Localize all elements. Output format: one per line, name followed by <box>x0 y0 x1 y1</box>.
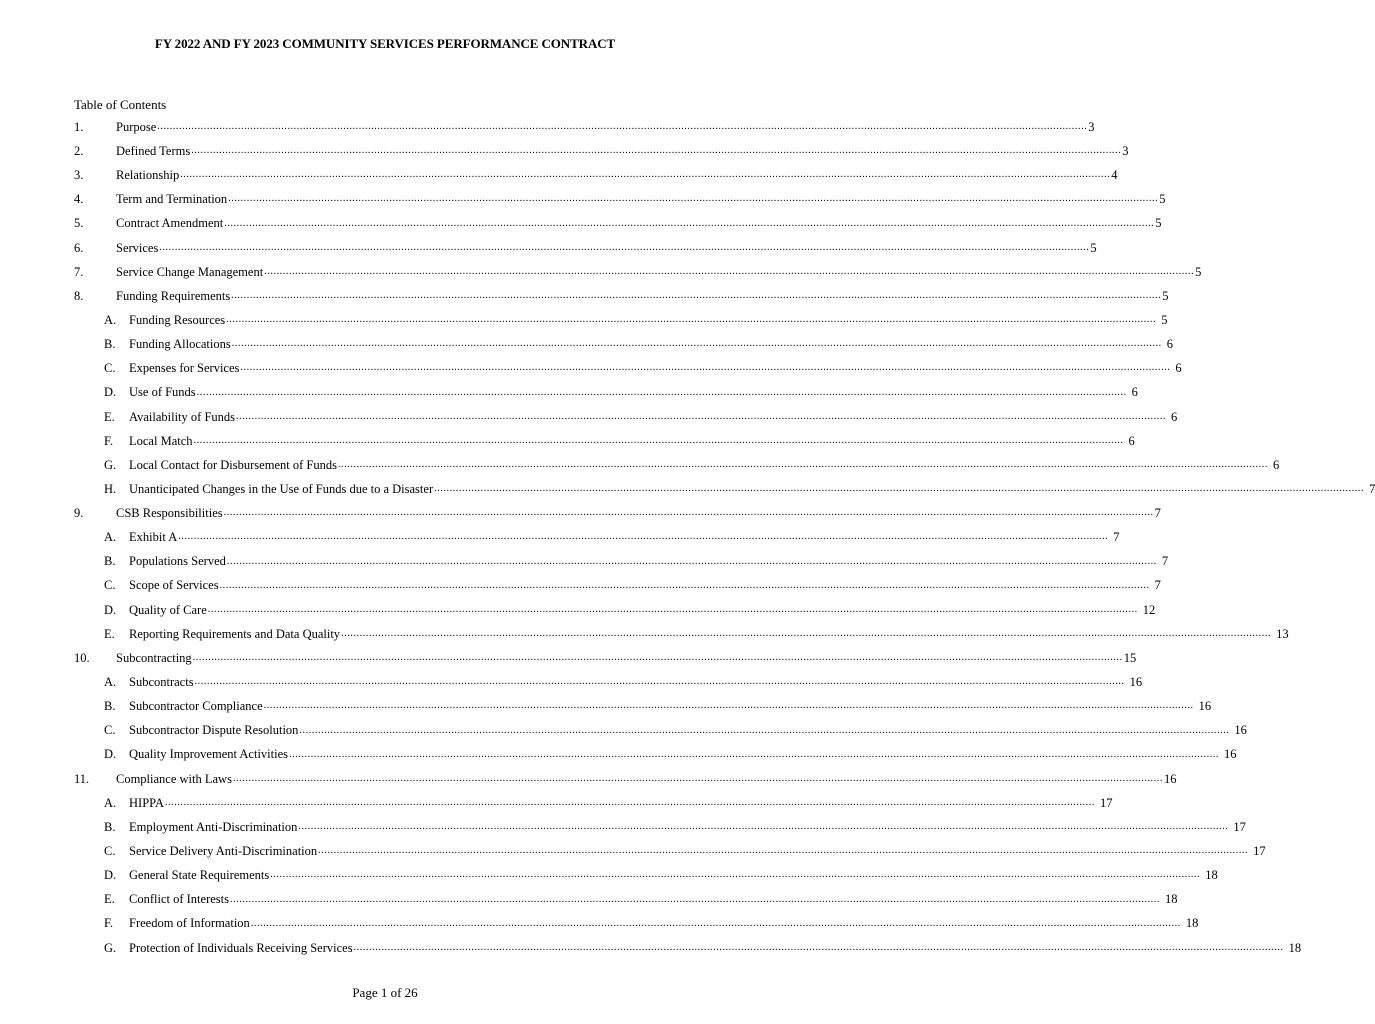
toc-dot-leader: ............................................................................................................................................................................................................................................................................................................ <box>219 579 1150 591</box>
toc-entry-label: Term and Termination <box>116 192 228 207</box>
toc-entry[interactable] <box>74 525 1120 549</box>
toc-entry[interactable] <box>74 477 1375 501</box>
toc-entry-page: 17 <box>1099 795 1113 810</box>
toc-entry[interactable] <box>74 574 1161 598</box>
toc-entry-label: CSB Responsibilities <box>116 506 223 521</box>
toc-dot-leader: ............................................................................................................................................................................................................................................................................................................ <box>318 845 1249 857</box>
toc-entry-number: B. <box>104 337 116 352</box>
toc-entry-label: HIPPA <box>129 795 164 810</box>
toc-entry-number: A. <box>104 312 117 327</box>
toc-entry-label: Funding Requirements <box>116 288 231 303</box>
toc-entry-label: Compliance with Laws <box>116 771 232 786</box>
toc-dot-leader: ............................................................................................................................................................................................................................................................................................................ <box>289 748 1219 760</box>
toc-entry-number: H. <box>104 481 117 496</box>
toc-entry-number: D. <box>104 385 117 400</box>
toc-entry-label: Availability of Funds <box>129 409 236 424</box>
toc-entry[interactable] <box>74 815 1246 839</box>
toc-dot-leader: ............................................................................................................................................................................................................................................................................................................ <box>236 410 1167 422</box>
toc-entry-number: C. <box>104 361 116 376</box>
toc-entry[interactable] <box>74 598 1156 622</box>
toc-entry[interactable] <box>74 912 1199 936</box>
toc-dot-leader: ............................................................................................................................................................................................................................................................................................................ <box>196 386 1127 398</box>
toc-dot-leader: ............................................................................................................................................................................................................................................................................................................ <box>231 338 1162 350</box>
toc-entry-number: A. <box>104 530 117 545</box>
toc-entry[interactable] <box>74 260 1202 284</box>
toc-entry-page: 4 <box>1111 168 1118 183</box>
toc-entry-label: Use of Funds <box>129 385 196 400</box>
toc-entry[interactable] <box>74 622 1289 646</box>
toc-entry-label: Local Match <box>129 433 193 448</box>
toc-dot-leader: ............................................................................................................................................................................................................................................................................................................ <box>223 507 1154 519</box>
toc-entry-page: 7 <box>1154 578 1161 593</box>
toc-entry-label: Exhibit A <box>129 530 178 545</box>
toc-entry-label: Service Delivery Anti-Discrimination <box>129 844 318 859</box>
toc-entry[interactable] <box>74 694 1212 718</box>
toc-entry-number: 7. <box>74 264 84 279</box>
toc-entry-label: Funding Allocations <box>129 337 231 352</box>
toc-entry[interactable] <box>74 212 1162 236</box>
toc-entry-page: 18 <box>1205 868 1218 883</box>
toc-entry-label: Purpose <box>116 119 157 134</box>
document-title: FY 2022 AND FY 2023 COMMUNITY SERVICES PERFORMANCE CONTRACT <box>154 36 616 51</box>
toc-entry-page: 6 <box>1131 385 1138 400</box>
toc-entry-number: 2. <box>74 143 84 158</box>
toc-entry-label: Scope of Services <box>129 578 219 593</box>
toc-entry-number: G. <box>104 457 117 472</box>
toc-entry-number: C. <box>104 578 116 593</box>
page-footer: Page 1 of 26 <box>352 985 418 1000</box>
toc-entry-page: 16 <box>1198 699 1212 714</box>
toc-dot-leader: ............................................................................................................................................................................................................................................................................................................ <box>250 917 1181 929</box>
toc-dot-leader: ............................................................................................................................................................................................................................................................................................................ <box>299 724 1230 736</box>
toc-dot-leader: ............................................................................................................................................................................................................................................................................................................ <box>157 121 1088 133</box>
toc-entry-page: 7 <box>1154 506 1161 521</box>
toc-entry-page: 5 <box>1159 192 1166 207</box>
toc-entry[interactable] <box>74 284 1169 308</box>
toc-heading: Table of Contents <box>74 97 167 112</box>
toc-dot-leader: ............................................................................................................................................................................................................................................................................................................ <box>194 676 1125 688</box>
toc-entry-page: 6 <box>1175 361 1182 376</box>
toc-entry[interactable] <box>74 308 1168 332</box>
toc-entry-page: 16 <box>1224 747 1237 762</box>
toc-entry[interactable] <box>74 670 1143 694</box>
toc-entry-label: Subcontractor Compliance <box>129 699 263 714</box>
toc-entry[interactable] <box>74 767 1177 791</box>
toc-entry-page: 3 <box>1122 143 1129 158</box>
toc-entry-page: 6 <box>1166 337 1173 352</box>
toc-entry-page: 13 <box>1276 626 1289 641</box>
toc-entry-page: 15 <box>1123 650 1137 665</box>
toc-entry-label: Unanticipated Changes in the Use of Funds due to a Disaster <box>129 481 434 496</box>
toc-entry-number: E. <box>104 409 115 424</box>
toc-entry[interactable] <box>74 863 1218 887</box>
toc-entry-label: Subcontracting <box>116 650 192 665</box>
toc-dot-leader: ............................................................................................................................................................................................................................................................................................................ <box>159 241 1090 253</box>
toc-entry-number: A. <box>104 675 117 690</box>
toc-entry-number: B. <box>104 699 116 714</box>
toc-entry[interactable] <box>74 743 1237 767</box>
toc-entry[interactable] <box>74 187 1166 211</box>
toc-entry[interactable] <box>74 791 1113 815</box>
toc-entry-page: 12 <box>1142 602 1156 617</box>
toc-dot-leader: ............................................................................................................................................................................................................................................................................................................ <box>263 700 1194 712</box>
toc-entry-label: Service Change Management <box>116 264 264 279</box>
toc-entry-number: F. <box>104 916 114 931</box>
toc-entry-label: Freedom of Information <box>129 916 250 931</box>
toc-entry-page: 5 <box>1195 264 1202 279</box>
toc-dot-leader: ............................................................................................................................................................................................................................................................................................................ <box>232 772 1163 784</box>
toc-dot-leader: ............................................................................................................................................................................................................................................................................................................ <box>192 652 1123 664</box>
toc-dot-leader: ............................................................................................................................................................................................................................................................................................................ <box>226 314 1157 326</box>
toc-entry-page: 7 <box>1161 554 1169 569</box>
toc-entry-page: 5 <box>1162 288 1169 303</box>
toc-entry-label: Defined Terms <box>116 143 191 158</box>
toc-dot-leader: ............................................................................................................................................................................................................................................................................................................ <box>164 797 1095 808</box>
toc-entry-number: 6. <box>74 240 84 255</box>
toc-dot-leader: ............................................................................................................................................................................................................................................................................................................ <box>180 169 1111 181</box>
toc-entry-label: Protection of Individuals Receiving Services <box>129 940 353 955</box>
toc-dot-leader: ............................................................................................................................................................................................................................................................................................................ <box>298 821 1229 833</box>
toc-entry-number: 3. <box>74 168 84 183</box>
toc-entry-number: 5. <box>74 216 84 231</box>
toc-dot-leader: ............................................................................................................................................................................................................................................................................................................ <box>231 290 1162 302</box>
toc-entry-label: Relationship <box>116 168 180 183</box>
toc-entry-number: 1. <box>74 119 84 134</box>
toc-entry-number: B. <box>104 554 116 569</box>
toc-entry-number: G. <box>104 940 117 955</box>
toc-entry-number: 9. <box>74 506 84 521</box>
toc-dot-leader: ............................................................................................................................................................................................................................................................................................................ <box>191 145 1122 157</box>
toc-entry-number: A. <box>104 795 117 810</box>
toc-entry-label: Contract Amendment <box>116 216 224 231</box>
toc-entry-number: C. <box>104 844 116 859</box>
toc-entry-number: F. <box>104 433 114 448</box>
toc-dot-leader: ............................................................................................................................................................................................................................................................................................................ <box>228 193 1159 205</box>
toc-entry[interactable] <box>74 236 1097 260</box>
toc-entry-label: Conflict of Interests <box>129 892 229 907</box>
toc-entry-label: Expenses for Services <box>129 361 240 376</box>
toc-entry-number: C. <box>104 723 116 738</box>
toc-entry[interactable] <box>74 405 1178 429</box>
toc-dot-leader: ............................................................................................................................................................................................................................................................................................................ <box>353 941 1284 953</box>
toc-entry[interactable] <box>74 381 1138 405</box>
toc-entry[interactable] <box>74 646 1137 670</box>
toc-dot-leader: ............................................................................................................................................................................................................................................................................................................ <box>207 603 1138 615</box>
toc-dot-leader: ............................................................................................................................................................................................................................................................................................................ <box>264 265 1195 277</box>
toc-entry[interactable] <box>74 332 1173 356</box>
toc-entry-label: Services <box>116 240 159 255</box>
toc-entry-page: 18 <box>1164 892 1178 907</box>
toc-entry[interactable] <box>74 550 1169 574</box>
toc-entry[interactable] <box>74 115 1095 139</box>
toc-dot-leader: ............................................................................................................................................................................................................................................................................................................ <box>341 628 1272 640</box>
toc-dot-leader: ............................................................................................................................................................................................................................................................................................................ <box>226 555 1157 567</box>
toc-entry[interactable] <box>74 139 1129 163</box>
toc-entry-label: Reporting Requirements and Data Quality <box>129 626 341 641</box>
toc-entry[interactable] <box>74 163 1118 187</box>
toc-entry-number: B. <box>104 819 116 834</box>
toc-entry[interactable] <box>74 719 1247 743</box>
toc-entry-label: Funding Resources <box>129 312 226 327</box>
toc-entry-number: D. <box>104 868 117 883</box>
toc-dot-leader: ............................................................................................................................................................................................................................................................................................................ <box>224 217 1155 229</box>
toc-entry-number: 8. <box>74 288 84 303</box>
toc-entry[interactable] <box>74 501 1161 525</box>
toc-entry-number: E. <box>104 626 115 641</box>
toc-dot-leader: ............................................................................................................................................................................................................................................................................................................ <box>178 531 1109 543</box>
toc-entry-label: Populations Served <box>129 554 226 569</box>
toc-entry-page: 7 <box>1369 481 1375 496</box>
toc-dot-leader: ............................................................................................................................................................................................................................................................................................................ <box>240 362 1171 374</box>
toc-entry-page: 16 <box>1129 675 1143 690</box>
toc-entry-page: 5 <box>1161 312 1168 327</box>
toc-entry[interactable] <box>74 429 1135 453</box>
toc-entry-page: 6 <box>1128 433 1135 448</box>
toc-dot-leader: ............................................................................................................................................................................................................................................................................................................ <box>337 459 1268 471</box>
toc-entry-page: 16 <box>1234 723 1247 738</box>
toc-entry[interactable] <box>74 888 1178 912</box>
toc-entry[interactable] <box>74 839 1266 863</box>
toc-entry-page: 3 <box>1088 119 1095 134</box>
toc-dot-leader: ............................................................................................................................................................................................................................................................................................................ <box>434 483 1365 495</box>
toc-entry[interactable] <box>74 356 1182 380</box>
toc-entry-label: Employment Anti-Discrimination <box>129 819 298 834</box>
toc-entry-label: Subcontracts <box>129 675 194 690</box>
toc-entry-label: General State Requirements <box>129 868 270 883</box>
toc-entry-label: Quality of Care <box>129 602 207 617</box>
toc-entry-page: 17 <box>1233 819 1246 834</box>
toc-entry[interactable] <box>74 936 1302 960</box>
toc-dot-leader: ............................................................................................................................................................................................................................................................................................................ <box>193 434 1124 446</box>
toc-entry-number: 11. <box>74 771 90 786</box>
toc-entry-label: Local Contact for Disbursement of Funds <box>129 457 337 472</box>
toc-entry-number: D. <box>104 602 117 617</box>
table-of-contents <box>74 115 1375 960</box>
toc-entry-page: 18 <box>1288 940 1302 955</box>
toc-dot-leader: ............................................................................................................................................................................................................................................................................................................ <box>229 893 1160 905</box>
toc-entry-page: 6 <box>1272 457 1280 472</box>
toc-entry-label: Quality Improvement Activities <box>129 747 288 762</box>
toc-entry-number: E. <box>104 892 115 907</box>
toc-entry[interactable] <box>74 453 1280 477</box>
toc-entry-page: 6 <box>1171 409 1178 424</box>
toc-entry-number: 4. <box>74 192 84 207</box>
toc-entry-number: 10. <box>74 650 90 665</box>
toc-entry-label: Subcontractor Dispute Resolution <box>129 723 299 738</box>
toc-entry-number: D. <box>104 747 117 762</box>
toc-entry-page: 17 <box>1253 844 1266 859</box>
toc-entry-page: 18 <box>1185 916 1199 931</box>
toc-entry-page: 5 <box>1155 216 1162 231</box>
toc-entry-page: 16 <box>1163 771 1177 786</box>
toc-dot-leader: ............................................................................................................................................................................................................................................................................................................ <box>270 869 1201 881</box>
toc-entry-page: 7 <box>1113 530 1120 545</box>
toc-entry-page: 5 <box>1090 240 1097 255</box>
